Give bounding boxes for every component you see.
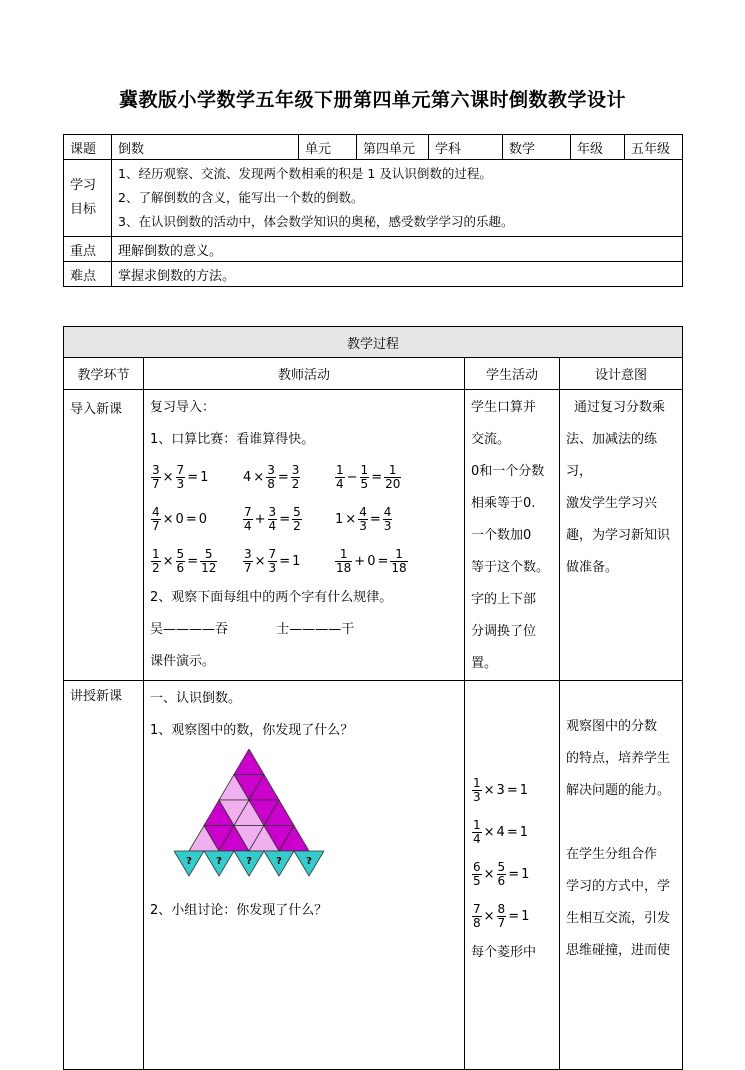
subject-value: 数学 (503, 135, 571, 160)
question-mark-label: ? (276, 856, 282, 867)
design-line: 做准备。 (566, 560, 619, 575)
teacher-title: 复习导入： (150, 400, 216, 415)
fraction: $\frac{5}{6}$ (176, 546, 185, 575)
topic-label: 课题 (64, 135, 112, 160)
equation: $\frac{7}{4}$ + $\frac{3}{4}$ = $\frac{5}{2}$ (244, 504, 301, 533)
teacher-title-new: 一、认识倒数。 (150, 691, 242, 706)
student-line: 分调换了位 (471, 624, 537, 639)
fraction-triangle-diagram (174, 749, 324, 891)
design-intent-intro (560, 390, 683, 681)
design-line (566, 807, 676, 839)
fraction: $\frac{8}{7}$ (497, 901, 506, 930)
student-line: 交流。 (471, 432, 511, 447)
fraction: $\frac{1}{18}$ (336, 546, 352, 575)
goal-item: 3、在认识倒数的活动中，体会数学知识的奥秘，感受数学学习的乐趣。 (118, 214, 514, 229)
fraction: $\frac{1}{4}$ (473, 817, 481, 846)
topic-value: 倒数 (112, 135, 299, 160)
fraction: $\frac{3}{8}$ (267, 462, 275, 491)
goal-item: 2、了解倒数的含义，能写出一个数的倒数。 (118, 190, 364, 205)
key-value: 理解倒数的意义。 (112, 237, 683, 262)
student-line: 0和一个分数 (471, 464, 545, 479)
teacher-q1: 1、口算比赛：看谁算得快。 (150, 432, 315, 447)
math-row-b (150, 498, 458, 540)
fraction: $\frac{3}{7}$ (244, 546, 252, 575)
student-activity-new (465, 681, 560, 1070)
col-header-teacher: 教师活动 (144, 358, 465, 390)
fraction: $\frac{7}{4}$ (244, 504, 252, 533)
math-row-c (150, 540, 458, 582)
fraction: $\frac{7}{3}$ (176, 462, 185, 491)
fraction: $\frac{5}{12}$ (201, 546, 217, 575)
process-table (63, 326, 683, 1070)
design-line: 通过复习分数乘 (574, 400, 666, 415)
equation: $\frac{1}{4}$ − $\frac{1}{5}$ = $\frac{1}{20}$ (336, 462, 401, 491)
info-table (63, 134, 683, 287)
char-pair-right: 士————干 (276, 622, 355, 637)
design-line: 思维碰撞，进而使 (566, 943, 671, 958)
char-pairs (150, 614, 458, 646)
student-equations (471, 769, 553, 937)
fraction: $\frac{1}{5}$ (360, 462, 369, 491)
teacher-q2: 2、观察下面每组中的两个字有什么规律。 (150, 590, 393, 605)
page-title: 冀教版小学数学五年级下册第四单元第六课时倒数教学设计 (118, 89, 626, 111)
key-label: 重点 (64, 237, 112, 262)
student-line: 相乘等于0. (471, 496, 536, 511)
student-line: 一个数加0 (471, 528, 532, 543)
equation: $\frac{1}{4}$ × 4 = 1 (473, 817, 529, 846)
grade-value: 五年级 (625, 135, 683, 160)
design-intent-new (560, 681, 683, 1070)
student-line: 等于这个数。 (471, 560, 550, 575)
student-activity-intro (465, 390, 560, 681)
fraction: $\frac{3}{4}$ (268, 504, 277, 533)
fraction: $\frac{1}{2}$ (152, 546, 160, 575)
goals-label: 学习目标 (64, 160, 112, 237)
equation: $\frac{1}{2}$ × $\frac{5}{6}$ = $\frac{5}{12}$ (152, 546, 217, 575)
equation: $\frac{3}{7}$ × $\frac{7}{3}$ = 1 (244, 546, 301, 575)
difficulty-value: 掌握求倒数的方法。 (112, 262, 683, 287)
grade-label: 年级 (571, 135, 625, 160)
stage-intro: 导入新课 (64, 390, 144, 681)
unit-label: 单元 (299, 135, 357, 160)
student-line: 学生口算并 (471, 400, 537, 415)
teacher-demo: 课件演示。 (150, 654, 216, 669)
teacher-q1-new: 1、观察图中的数，你发现了什么？ (150, 723, 354, 738)
design-line: 学习的方式中，学 (566, 879, 671, 894)
equation: 1 × $\frac{4}{3}$ = $\frac{4}{3}$ (335, 504, 392, 533)
triangle-up (234, 749, 264, 775)
fraction: $\frac{6}{5}$ (473, 859, 481, 888)
design-line: 解决问题的能力。 (566, 783, 671, 798)
design-line: 激发学生学习兴 (566, 496, 658, 511)
col-header-design: 设计意图 (560, 358, 683, 390)
fraction: $\frac{1}{20}$ (385, 462, 401, 491)
design-line: 观察图中的分数 (566, 719, 658, 734)
question-mark-label: ? (216, 856, 222, 867)
equation: $\frac{1}{3}$ × 3 = 1 (473, 775, 529, 804)
design-line: 趣，为学习新知识 (566, 528, 671, 543)
fraction: $\frac{5}{2}$ (293, 504, 301, 533)
design-line: 的特点，培养学生 (566, 751, 671, 766)
fraction: $\frac{3}{2}$ (291, 462, 300, 491)
question-mark-label: ? (246, 856, 252, 867)
goals-list (112, 160, 683, 237)
subject-label: 学科 (429, 135, 503, 160)
process-header: 教学过程 (64, 327, 683, 358)
col-header-stage: 教学环节 (64, 358, 144, 390)
student-line: 字的上下部 (471, 592, 537, 607)
unit-value: 第四单元 (357, 135, 429, 160)
difficulty-label: 难点 (64, 262, 112, 287)
teacher-activity-new (144, 681, 465, 1070)
fraction: $\frac{1}{3}$ (473, 775, 481, 804)
goal-item: 1、经历观察、交流、发现两个数相乘的积是 1 及认识倒数的过程。 (118, 166, 492, 181)
fraction: $\frac{4}{3}$ (359, 504, 367, 533)
question-mark-label: ? (186, 856, 192, 867)
teacher-q2-new: 2、小组讨论：你发现了什么？ (150, 903, 328, 918)
equation: $\frac{1}{18}$ + 0 = $\frac{1}{18}$ (336, 546, 407, 575)
equation: $\frac{6}{5}$ × $\frac{5}{6}$ = 1 (473, 859, 530, 888)
design-line: 在学生分组合作 (566, 847, 658, 862)
fraction: $\frac{5}{6}$ (497, 859, 506, 888)
col-header-student: 学生活动 (465, 358, 560, 390)
stage-new: 讲授新课 (64, 681, 144, 1070)
fraction: $\frac{7}{3}$ (268, 546, 277, 575)
question-mark-label: ? (306, 856, 312, 867)
student-tail: 每个菱形中 (471, 945, 537, 960)
fraction: $\frac{4}{3}$ (383, 504, 392, 533)
teacher-activity-intro (144, 390, 465, 681)
student-line: 置。 (471, 656, 498, 671)
fraction: $\frac{4}{7}$ (152, 504, 160, 533)
equation: $\frac{3}{7}$ × $\frac{7}{3}$ = 1 (152, 462, 209, 491)
fraction: $\frac{1}{4}$ (336, 462, 344, 491)
fraction: $\frac{1}{18}$ (391, 546, 407, 575)
equation: $\frac{7}{8}$ × $\frac{8}{7}$ = 1 (473, 901, 530, 930)
math-row-a (150, 456, 458, 498)
design-line: 生相互交流，引发 (566, 911, 671, 926)
fraction: $\frac{7}{8}$ (473, 901, 481, 930)
equation: $\frac{4}{7}$ × 0 = 0 (152, 504, 208, 533)
char-pair-left: 吴————吞 (150, 622, 229, 637)
design-line: 法、加减法的练习， (566, 432, 658, 479)
equation: 4 × $\frac{3}{8}$ = $\frac{3}{2}$ (243, 462, 300, 491)
fraction: $\frac{3}{7}$ (152, 462, 160, 491)
